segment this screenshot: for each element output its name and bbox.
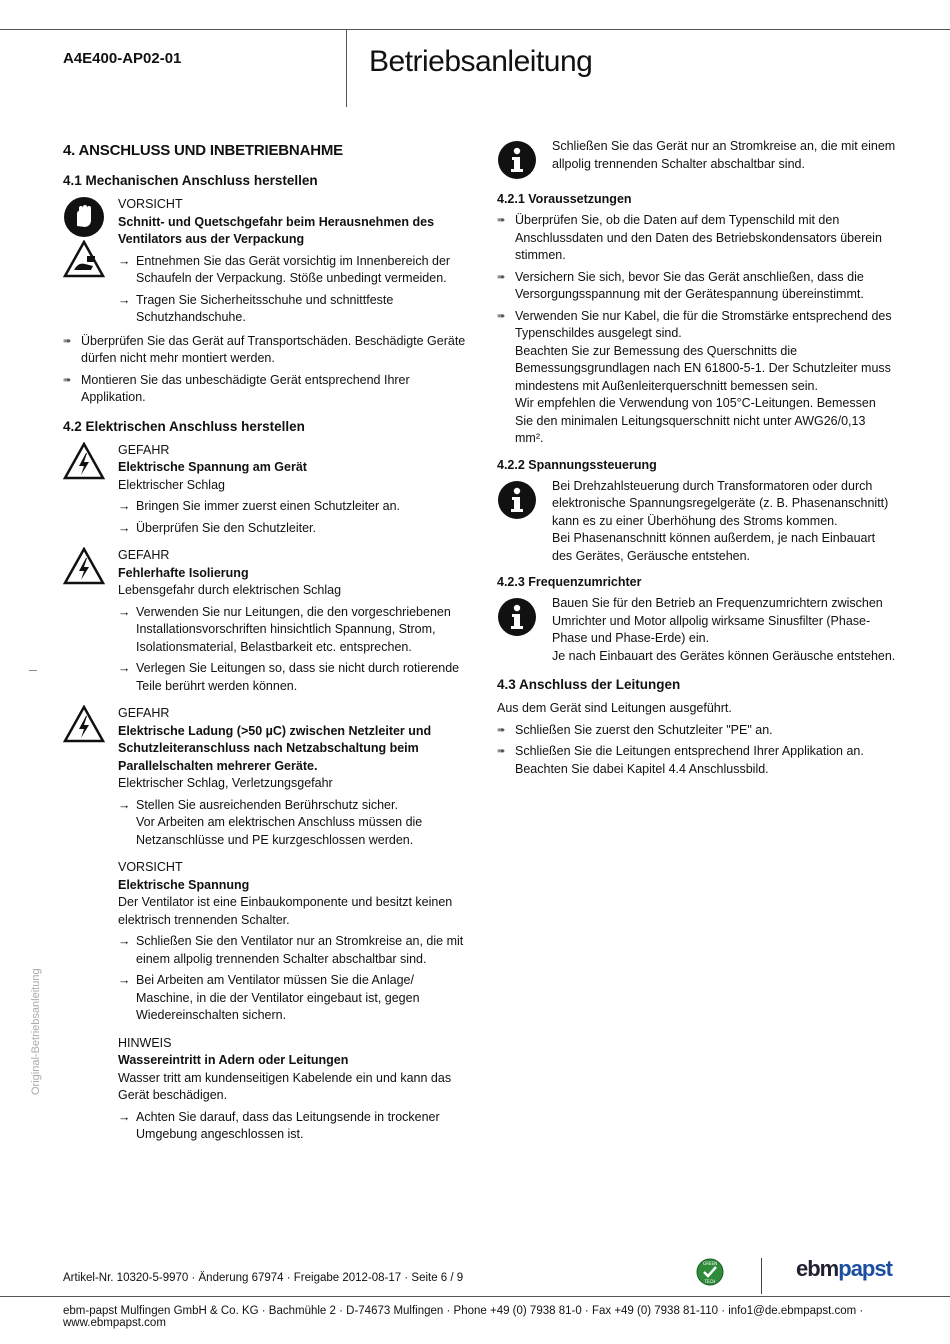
instruction: → Verlegen Sie Leitungen so, dass sie nicht durch rotierende Teile berührt werden können.	[118, 660, 473, 695]
ebmpapst-logo: ebmpapst	[796, 1256, 892, 1281]
caution-box-voltage	[63, 859, 473, 1025]
glove-icon	[63, 196, 105, 241]
warning-title: Schnitt- und Quetschgefahr beim Herausnehmen des Ventilators aus der Verpackung	[118, 214, 435, 246]
document-title: Betriebsanleitung	[369, 45, 593, 78]
bullet-arrow-icon: ➠	[497, 271, 506, 283]
warning-box-charge	[63, 705, 473, 849]
instruction-continued: Vor Arbeiten am elektrischen Anschluss müssen die Netzanschlüsse und PE kurzgeschlossen werden.	[136, 815, 423, 847]
warning-text: Elektrischer Schlag, Verletzungsgefahr	[118, 776, 333, 790]
instruction: → Überprüfen Sie den Schutzleiter.	[118, 520, 473, 538]
logo-divider	[761, 1258, 762, 1294]
heading-4-3: 4.3 Anschluss der Leitungen	[497, 677, 681, 692]
warning-box-voltage	[63, 442, 473, 538]
heading-4-2: 4.2 Elektrischen Anschluss herstellen	[63, 418, 305, 434]
warning-label: GEFAHR	[118, 548, 170, 562]
left-column	[63, 138, 473, 1150]
info-text: Je nach Einbauart des Gerätes können Geräusche entstehen.	[552, 648, 896, 663]
warning-label: GEFAHR	[118, 442, 170, 457]
warning-label: VORSICHT	[118, 860, 183, 874]
model-number: A4E400-AP02-01	[63, 50, 182, 67]
footer-rule	[0, 1296, 950, 1297]
margin-tick	[29, 670, 37, 671]
greentech-badge-icon	[696, 1258, 724, 1289]
info-box	[497, 595, 897, 665]
warning-title: Wassereintritt in Adern oder Leitungen	[118, 1053, 349, 1067]
warning-label: HINWEIS	[118, 1035, 172, 1050]
instruction: → Entnehmen Sie das Gerät vorsichtig im Innenbereich der Schaufeln der Verpackung. Stöße unbedingt vermeiden.	[118, 253, 473, 288]
warning-box-cut	[63, 196, 473, 327]
info-icon	[497, 480, 537, 523]
heading-4-2-1: 4.2.1 Voraussetzungen	[497, 192, 632, 206]
heading-4-2-2: 4.2.2 Spannungssteuerung	[497, 457, 657, 472]
bullet-arrow-icon: ➠	[63, 335, 72, 347]
info-box	[497, 138, 897, 182]
svg-text:TECH: TECH	[704, 1279, 716, 1284]
list-item: ➠ Versichern Sie sich, bevor Sie das Gerät anschließen, dass die Versorgungsspannung mit der Gerätespannung übereinstimmt.	[497, 269, 864, 301]
svg-text:GREEN: GREEN	[703, 1261, 717, 1266]
sidebar-text: Original-Betriebsanleitung	[30, 968, 42, 1095]
list-item: ➠ Verwenden Sie nur Kabel, die für die Stromstärke entsprechend des Typenschildes ausgelegt sind. Beachten Sie zur Bemessung des Querschnitts die Bemessungsgrundlagen nach EN 61800-5-1. Der Schutzleiter muss mindestens mit Außenleiterquerschnitt bemessen sein. Wir empfehlen die Verwendung von 105°C-Leitungen. Bemessen Sie den minimalen Leitungsquerschnitt nicht unter AWG26/0,13 mm².	[497, 308, 892, 445]
warning-title: Elektrische Ladung (>50 µC) zwischen Netzleiter und Schutzleiteranschluss nach Netzabschaltung beim Parallelschalten mehrerer Geräte.	[118, 723, 432, 773]
warning-label: VORSICHT	[118, 197, 183, 211]
warning-title: Elektrische Spannung am Gerät	[118, 460, 307, 474]
warning-title: Elektrische Spannung	[118, 877, 250, 892]
info-text: Bauen Sie für den Betrieb an Frequenzumrichtern zwischen Umrichter und Motor allpolig wirksame Sinusfilter (Phase-Phase und Phase-Erde) ein.	[552, 596, 883, 645]
list-item: ➠ Überprüfen Sie, ob die Daten auf dem Typenschild mit den Anschlussdaten und den Daten des Betriebskondensators überein stimmen.	[497, 213, 882, 262]
instruction: → Stellen Sie ausreichenden Berührschutz sicher.	[118, 797, 473, 815]
info-text: Schließen Sie das Gerät nur an Stromkreise an, die mit einem allpolig trennenden Schalter abschaltbar sind.	[552, 139, 896, 171]
warning-text: Lebensgefahr durch elektrischen Schlag	[118, 583, 342, 597]
warning-text: Wasser tritt am kundenseitigen Kabelende ein und kann das Gerät beschädigen.	[118, 1070, 452, 1102]
list-item: ➠ Schließen Sie die Leitungen entsprechend Ihrer Applikation an. Beachten Sie dabei Kapitel 4.4 Anschlussbild.	[497, 744, 864, 776]
article-info: Artikel-Nr. 10320-5-9970 · Änderung 67974 · Freigabe 2012-08-17 · Seite 6 / 9	[63, 1272, 464, 1284]
right-column	[497, 138, 897, 782]
warning-box-insulation	[63, 547, 473, 695]
info-text: Bei Drehzahlsteuerung durch Transformatoren oder durch elektronische Spannungsregelgeräte (z. B. Phasenanschnitt) kann es zu einer Überhöhung des Stroms kommen.	[552, 478, 889, 528]
bullet-arrow-icon: ➠	[497, 215, 506, 226]
warning-label: GEFAHR	[118, 706, 170, 720]
warning-text: Elektrischer Schlag	[118, 477, 225, 492]
list-item: ➠ Überprüfen Sie das Gerät auf Transportschäden. Beschädigte Geräte dürfen nicht mehr montiert werden.	[63, 333, 466, 365]
heading-4-1: 4.1 Mechanischen Anschluss herstellen	[63, 173, 318, 188]
notice-box-water	[63, 1035, 473, 1144]
warning-title: Fehlerhafte Isolierung	[118, 565, 249, 580]
bullet-arrow-icon: ➠	[497, 724, 506, 736]
instruction: → Verwenden Sie nur Leitungen, die den vorgeschriebenen Installationsvorschriften hinsichtlich Spannung, Strom, Isolationsmaterial, Belastbarkeit etc. entsprechen.	[118, 604, 473, 657]
paragraph: Aus dem Gerät sind Leitungen ausgeführt.	[497, 701, 732, 715]
info-icon	[497, 597, 537, 640]
info-icon	[497, 140, 537, 183]
header-rule	[0, 29, 950, 30]
high-voltage-icon	[63, 705, 105, 746]
list-item: ➠ Schließen Sie zuerst den Schutzleiter "PE" an.	[497, 722, 897, 740]
instruction: → Bringen Sie immer zuerst einen Schutzleiter an.	[118, 498, 473, 516]
bullet-arrow-icon: ➠	[63, 374, 72, 386]
hand-crush-warning-icon	[63, 240, 105, 281]
warning-text: Der Ventilator ist eine Einbaukomponente und besitzt keinen elektrisch trennenden Schalter.	[118, 895, 453, 927]
heading-4-2-3: 4.2.3 Frequenzumrichter	[497, 575, 642, 589]
info-box	[497, 478, 897, 566]
section-heading: 4. ANSCHLUSS UND INBETRIEBNAHME	[63, 142, 343, 159]
instruction: → Achten Sie darauf, dass das Leitungsende in trockener Umgebung angeschlossen ist.	[118, 1109, 473, 1144]
header-divider	[346, 29, 347, 107]
bullet-arrow-icon: ➠	[497, 310, 506, 322]
instruction: → Tragen Sie Sicherheitsschuhe und schnittfeste Schutzhandschuhe.	[118, 292, 473, 327]
instruction: → Schließen Sie den Ventilator nur an Stromkreise an, die mit einem allpolig trennenden Schalter abschaltbar sind.	[118, 933, 473, 968]
high-voltage-icon	[63, 547, 105, 588]
list-item: ➠ Montieren Sie das unbeschädigte Gerät entsprechend Ihrer Applikation.	[63, 372, 410, 404]
high-voltage-icon	[63, 442, 105, 483]
info-text: Bei Phasenanschnitt können außerdem, je nach Einbauart des Gerätes, Geräusche entstehen.	[552, 531, 876, 563]
company-footer: ebm-papst Mulfingen GmbH & Co. KG · Bachmühle 2 · D-74673 Mulfingen · Phone +49 (0) 7938 81-0 · Fax +49 (0) 7938 81-110 · info1@de.ebmpapst.com · www.ebmpapst.com	[63, 1305, 864, 1329]
instruction: → Bei Arbeiten am Ventilator müssen Sie die Anlage/ Maschine, in die der Ventilator eingebaut ist, gegen Wiedereinschalten sichern.	[118, 972, 473, 1025]
bullet-arrow-icon: ➠	[497, 746, 506, 757]
